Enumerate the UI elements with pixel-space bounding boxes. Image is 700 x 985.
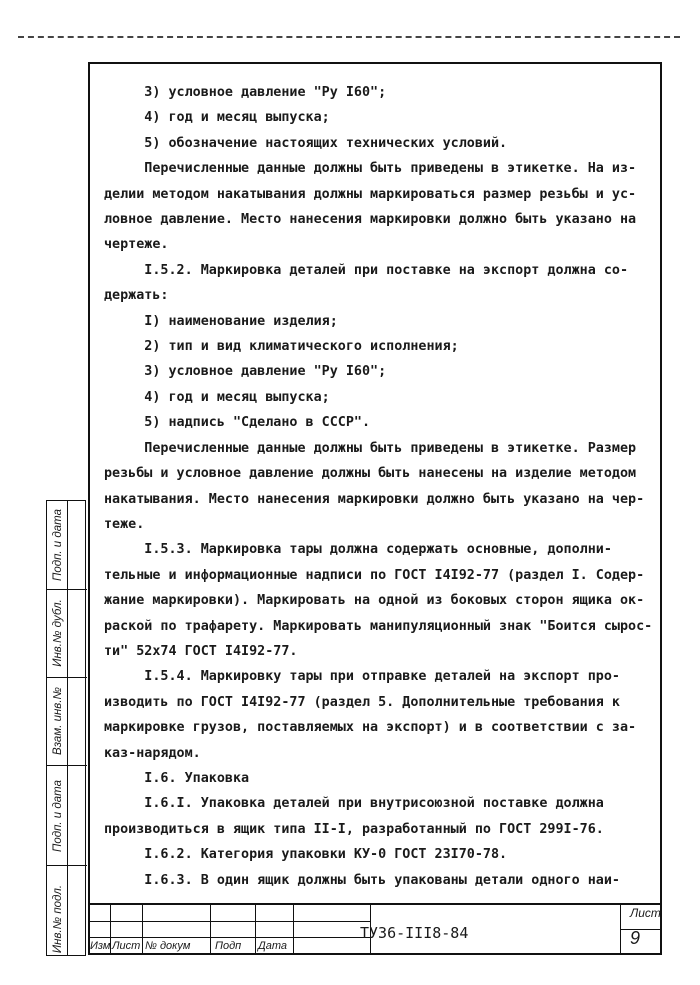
side-label-podp-data-2: Подп. и дата [52, 509, 64, 581]
header-podp: Подп [215, 940, 242, 952]
body-line: тельные и информационные надписи по ГОСТ I4I92-77 (раздел I. Содер- [104, 567, 645, 583]
body-line: маркировке грузов, поставляемых на экспорт) и в соответствии с за- [104, 720, 637, 736]
body-line: Перечисленные данные должны быть приведены в этикетке. Размер [104, 440, 637, 456]
body-line: накатывания. Место нанесения маркировки должно быть указано на чер- [104, 491, 645, 507]
body-line: изводить по ГОСТ I4I92-77 (раздел 5. Дополнительные требования к [104, 694, 620, 710]
document-body [104, 80, 654, 893]
top-dashed-line [18, 36, 680, 38]
body-line: производиться в ящик типа II-I, разработанный по ГОСТ 299I-76. [104, 821, 604, 837]
side-label-vzam-inv: Взам. инв.№ [52, 687, 64, 755]
body-line: Перечисленные данные должны быть приведены в этикетке. На из- [104, 161, 637, 177]
body-line: каз-нарядом. [104, 745, 201, 761]
body-line: I.6.3. В один ящик должны быть упакованы детали одного наи- [104, 872, 620, 888]
body-line: держать: [104, 288, 169, 304]
side-label-inv-dubl: Инв.№ дубл. [52, 599, 64, 667]
header-list: Лист [112, 940, 141, 952]
body-line: ти" 52х74 ГОСТ I4I92-77. [104, 643, 298, 659]
body-line: теже. [104, 516, 145, 532]
body-line: 3) условное давление "Ру I60"; [104, 364, 387, 380]
body-line: резьбы и условное давление должны быть нанесены на изделие методом [104, 466, 637, 482]
body-line: I.5.2. Маркировка деталей при поставке на экспорт должна со- [104, 262, 629, 278]
sheet-label: Лист [630, 906, 661, 920]
header-data: Дата [258, 940, 288, 952]
body-line: 5) обозначение настоящих технических условий. [104, 135, 508, 151]
body-line: 2) тип и вид климатического исполнения; [104, 339, 459, 355]
body-line: I) наименование изделия; [104, 313, 338, 329]
sheet-number: 9 [630, 928, 641, 948]
body-line: ловное давление. Место нанесения маркировки должно быть указано на [104, 212, 637, 228]
body-line: I.6. Упаковка [104, 770, 250, 786]
body-line: 4) год и месяц выпуска; [104, 110, 330, 126]
side-label-podp-data-1: Подп. и дата [52, 780, 64, 852]
body-line: 4) год и месяц выпуска; [104, 389, 330, 405]
header-nom-dokum: № докум [145, 940, 191, 952]
document-number: ТУ36-III8-84 [360, 924, 469, 942]
side-label-inv-podl: Инв.№ подл. [52, 884, 65, 954]
body-line: I.5.3. Маркировка тары должна содержать основные, дополни- [104, 542, 612, 558]
body-line: I.6.I. Упаковка деталей при внутрисоюзной поставке должна [104, 796, 604, 812]
header-izm: Изм [90, 940, 111, 952]
body-line: 3) условное давление "Ру I60"; [104, 85, 387, 100]
body-line: жание маркировки). Маркировать на одной из боковых сторон ящика ок- [104, 593, 645, 609]
body-line: делии методом накатывания должны маркироваться размер резьбы и ус- [104, 186, 637, 202]
body-line: I.6.2. Категория упаковки КУ-0 ГОСТ 23I70-78. [104, 847, 508, 863]
side-stamp-column [46, 500, 86, 956]
body-line: I.5.4. Маркировку тары при отправке деталей на экспорт про- [104, 669, 620, 685]
body-line: 5) надпись "Сделано в СССР". [104, 415, 371, 431]
body-line: чертеже. [104, 237, 169, 253]
body-line: раской по трафарету. Маркировать манипуляционный знак "Боится сырос- [104, 618, 653, 634]
